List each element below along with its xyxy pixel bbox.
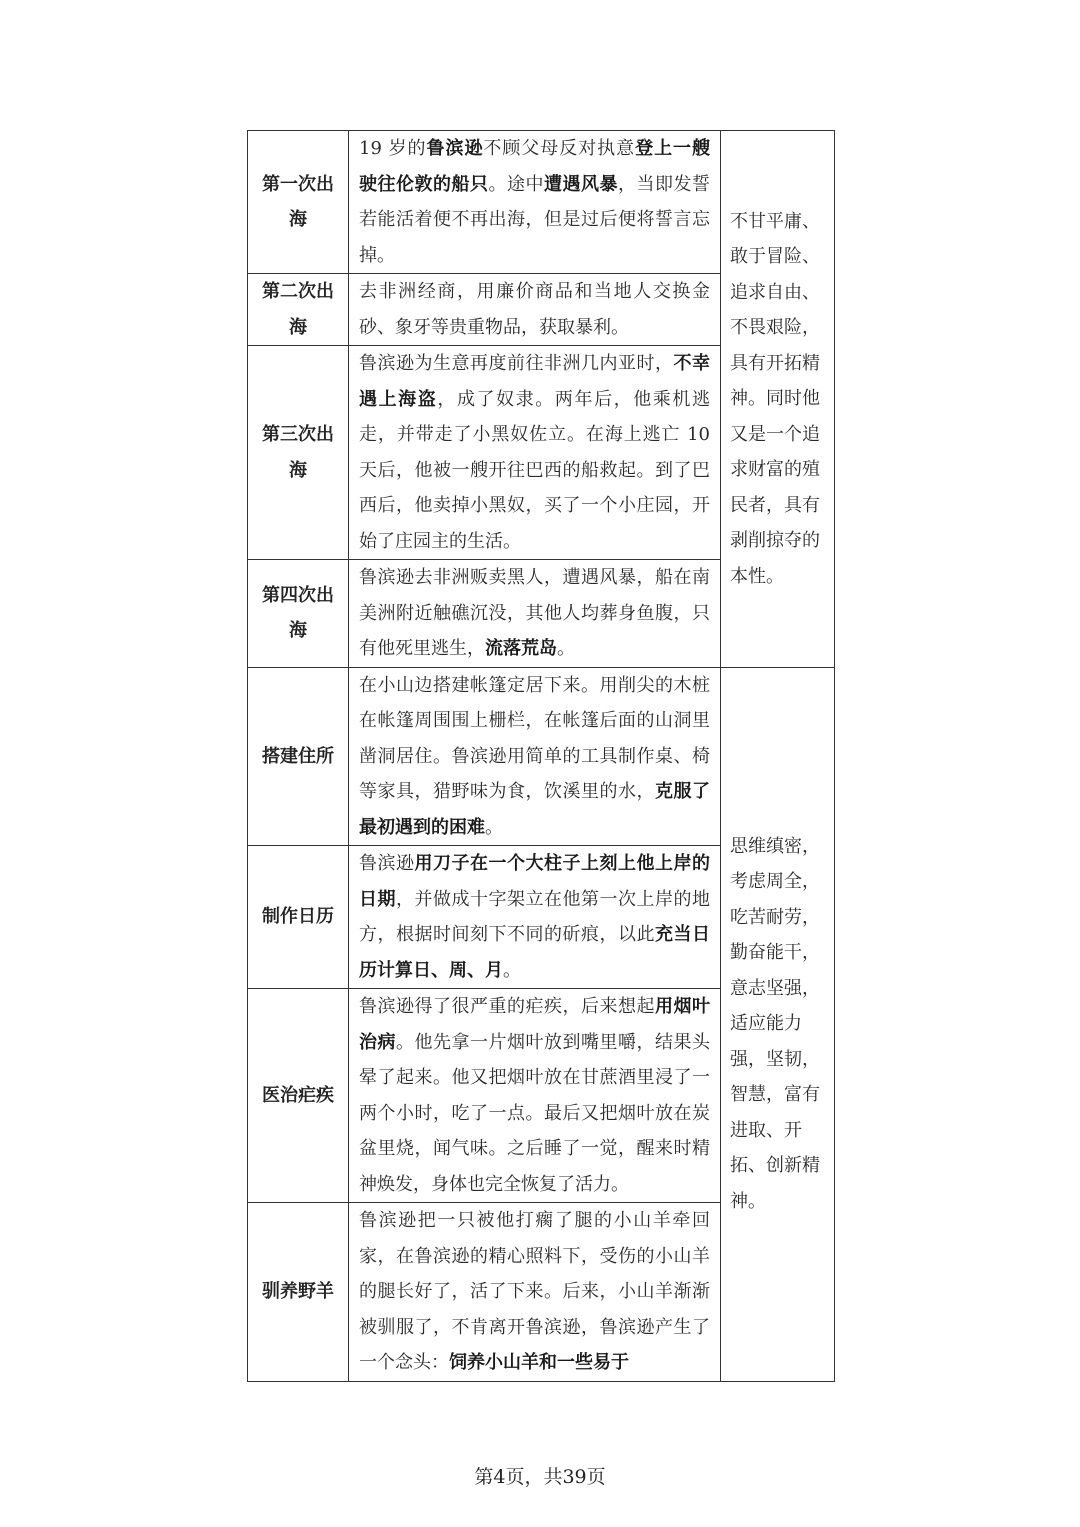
emphasized-text: 流落荒岛: [485, 638, 557, 659]
text-run: 鲁滨逊得了很严重的疟疾，后来想起: [359, 996, 655, 1017]
row-description: [349, 667, 721, 846]
emphasized-text: 鲁滨逊: [426, 138, 484, 159]
emphasized-text: 遭遇风暴: [544, 173, 618, 195]
text-run: 鲁滨逊把一只被他打瘸了腿的小山羊牵回家，在鲁滨逊的精心照料下，受伤的小山羊的腿长好了，活了下来。后来，小山羊渐渐被驯服了，不肯离开鲁滨逊，鲁滨逊产生了一个念头：: [359, 1210, 710, 1373]
row-title: 第一次出海: [248, 131, 349, 274]
emphasized-text: 用刀子在一个大柱子上刻上他上岸的日期: [359, 853, 710, 910]
row-title: 医治疟疾: [248, 989, 349, 1203]
row-description: [349, 131, 721, 274]
text-run: 。: [503, 959, 521, 981]
text-run: 在小山边搭建帐篷定居下来。用削尖的木桩在帐篷周围围上栅栏，在帐篷后面的山洞里凿洞居住。鲁滨逊用简单的工具制作桌、椅等家具，猎野味为食，饮溪里的水，: [359, 674, 710, 802]
content-table: [247, 130, 835, 1382]
row-title: 搭建住所: [248, 667, 349, 846]
text-run: ，当即发誓若能活着便不再出海，但是过后便将誓言忘掉。: [359, 173, 710, 266]
row-title: 制作日历: [248, 846, 349, 989]
text-run: 19 岁的: [359, 138, 427, 159]
row-description: [349, 1203, 721, 1382]
row-description: [349, 346, 721, 560]
text-run: 。: [557, 638, 575, 659]
row-title: 第四次出海: [248, 560, 349, 668]
row-title: 驯养野羊: [248, 1203, 349, 1382]
row-description: [349, 846, 721, 989]
emphasized-text: 饲养小山羊和一些易于: [449, 1352, 629, 1373]
page-number: 第4页，共39页: [474, 1466, 606, 1488]
text-run: 。途中: [488, 173, 544, 195]
emphasized-text: 不幸遇上海盗: [359, 353, 710, 410]
text-run: ，并做成十字架立在他第一次上岸的地方，根据时间刻下不同的斫痕，以此: [359, 888, 710, 945]
emphasized-text: 克服了最初遇到的困难: [359, 781, 710, 838]
text-run: ，成了奴隶。两年后，他乘机逃走，并带走了小黑奴佐立。在海上逃亡 10 天后，他被一艘开往巴西的船救起。到了巴西后，他卖掉小黑奴，买了一个小庄园，开始了庄园主的生活。: [359, 388, 711, 552]
text-run: 鲁滨逊为生意再度前往非洲几内亚时，: [359, 353, 674, 374]
table-row: [248, 667, 835, 846]
text-run: 。他先拿一片烟叶放到嘴里嚼，结果头晕了起来。他又把烟叶放在甘蔗酒里浸了一两个小时，吃了一点。最后又把烟叶放在炭盆里烧，闻气味。之后睡了一觉，醒来时精神焕发，身体也完全恢复了活力。: [359, 1031, 710, 1195]
character-traits: 思维缜密，考虑周全，吃苦耐劳，勤奋能干，意志坚强，适应能力强，坚韧，智慧，富有进取、开拓、创新精神。: [721, 667, 835, 1381]
row-description: [349, 274, 721, 346]
row-title: 第三次出海: [248, 346, 349, 560]
row-description: [349, 989, 721, 1203]
text-run: 。: [485, 816, 503, 838]
text-run: 不顾父母反对执意: [483, 138, 636, 159]
text-run: 去非洲经商，用廉价商品和当地人交换金砂、象牙等贵重物品，获取暴利。: [359, 281, 710, 338]
table-row: [248, 131, 835, 274]
text-run: 鲁滨逊去非洲贩卖黑人，遭遇风暴，船在南美洲附近触礁沉没，其他人均葬身鱼腹，只有他死里逃生，: [359, 567, 710, 659]
emphasized-text: 用烟叶治病: [359, 996, 710, 1053]
character-traits: 不甘平庸、敢于冒险、追求自由、不畏艰险，具有开拓精神。同时他又是一个追求财富的殖民者，具有剥削掠夺的本性。: [721, 131, 835, 668]
row-description: [349, 560, 721, 668]
emphasized-text: 充当日历计算日、周、月: [359, 924, 710, 981]
emphasized-text: 登上一艘驶往伦敦的船只: [359, 138, 710, 195]
text-run: 鲁滨逊: [359, 853, 415, 874]
row-title: 第二次出海: [248, 274, 349, 346]
